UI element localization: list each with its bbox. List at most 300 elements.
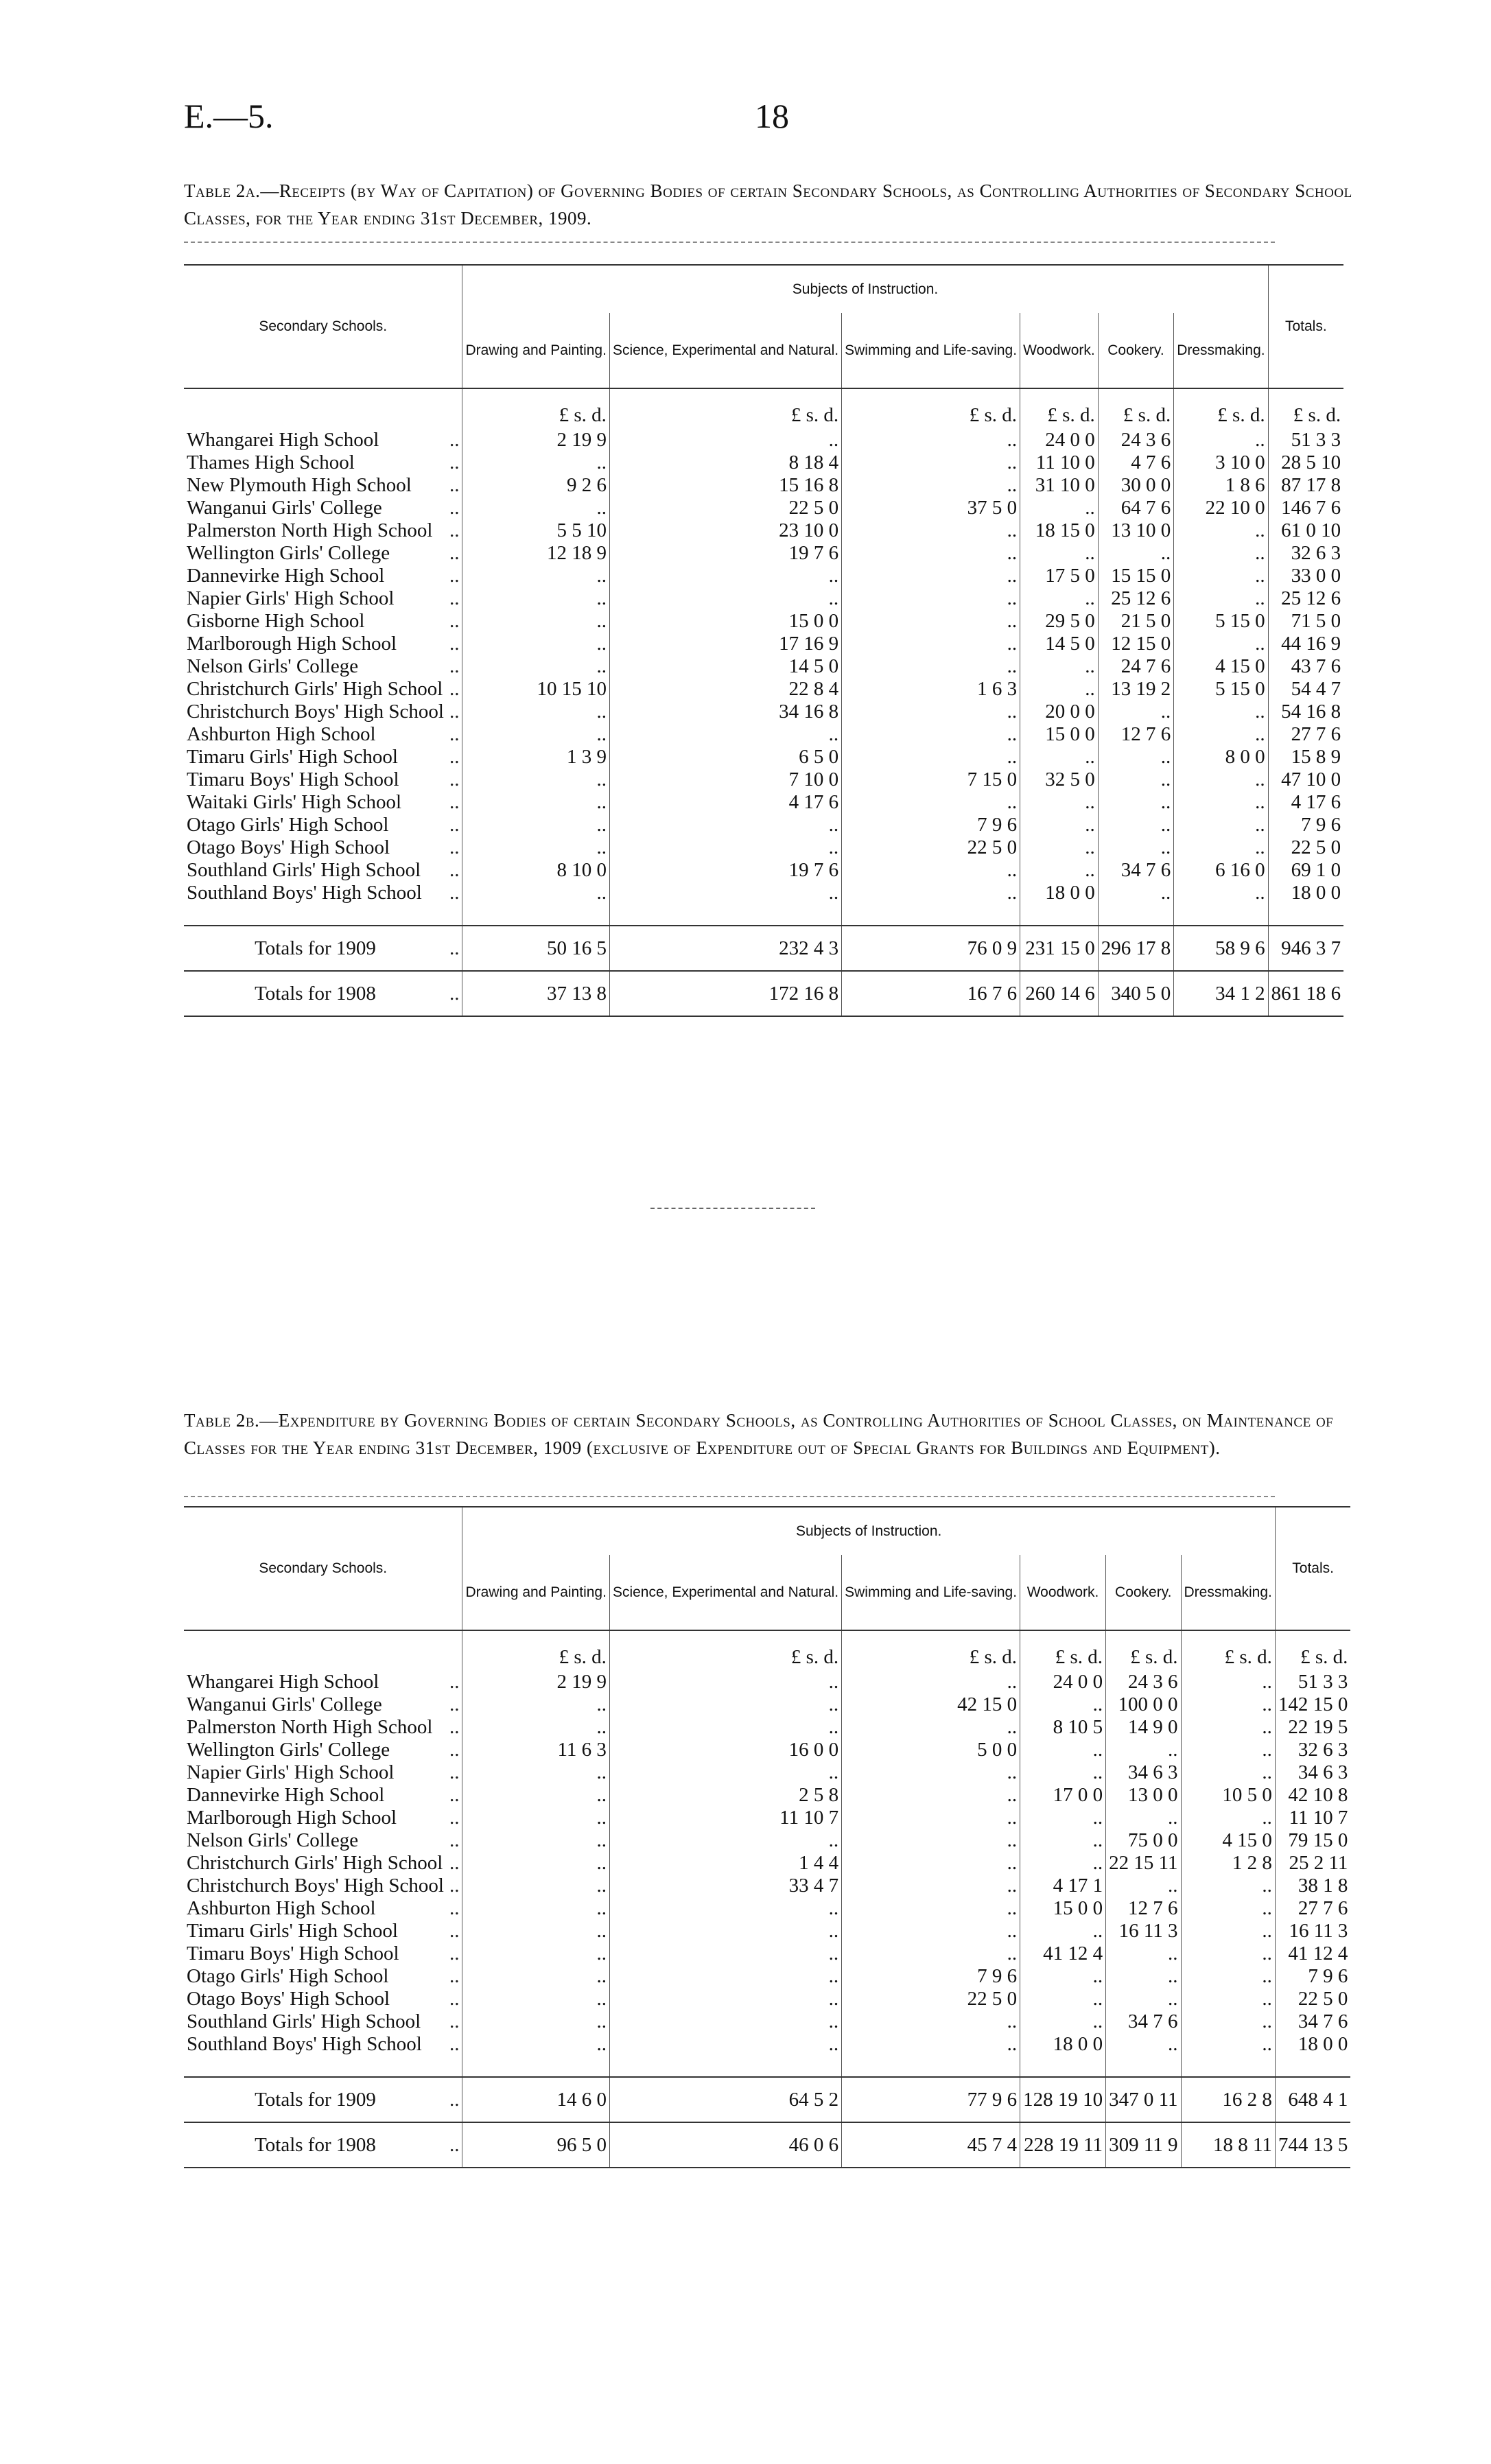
amount-cell: ..: [842, 791, 1020, 814]
totals-row: [184, 2077, 1350, 2122]
school-name: Otago Boys' High School: [187, 1988, 390, 2010]
amount-cell: ..: [462, 701, 609, 723]
amount-cell: ..: [609, 2033, 841, 2056]
amount-cell: ..: [842, 474, 1020, 497]
amount-cell: 5 5 10: [462, 519, 609, 542]
school-name: New Plymouth High School: [187, 474, 412, 496]
column-header-totals: Totals.: [1268, 265, 1343, 388]
amount-cell: 24 0 0: [1020, 1671, 1106, 1693]
amount-cell: ..: [1020, 746, 1099, 768]
school-name: Waitaki Girls' High School: [187, 791, 401, 813]
currency-unit-label: £ s. d.: [1106, 1630, 1181, 1671]
school-name: Ashburton High School: [187, 723, 376, 745]
amount-cell: ..: [462, 1988, 609, 2010]
amount-cell: 12 15 0: [1098, 633, 1174, 655]
amount-cell: 24 0 0: [1020, 429, 1099, 451]
column-header-cookery: Cookery.: [1098, 313, 1174, 388]
table-row: [184, 1920, 1350, 1943]
total-amount-cell: 260 14 6: [1020, 971, 1099, 1016]
leader-dots: ..: [449, 1875, 460, 1897]
table-row: [184, 451, 1343, 474]
total-amount-cell: 861 18 6: [1268, 971, 1343, 1016]
column-header-drawing: Drawing and Painting.: [462, 1555, 609, 1630]
table-a-top-rule: [184, 242, 1275, 243]
amount-cell: ..: [1174, 836, 1268, 859]
amount-cell: ..: [1174, 429, 1268, 451]
amount-cell: 142 15 0: [1275, 1693, 1350, 1716]
total-amount-cell: 16 7 6: [842, 971, 1020, 1016]
total-amount-cell: 128 19 10: [1020, 2077, 1106, 2122]
amount-cell: ..: [1106, 1965, 1181, 1988]
leader-dots: ..: [449, 859, 460, 881]
amount-cell: ..: [1020, 1965, 1106, 1988]
amount-cell: 44 16 9: [1268, 633, 1343, 655]
amount-cell: 13 19 2: [1098, 678, 1174, 701]
amount-cell: ..: [842, 587, 1020, 610]
amount-cell: ..: [842, 1943, 1020, 1965]
total-amount-cell: 340 5 0: [1098, 971, 1174, 1016]
total-amount-cell: 18 8 11: [1181, 2122, 1275, 2168]
amount-cell: ..: [1174, 768, 1268, 791]
total-amount-cell: 96 5 0: [462, 2122, 609, 2168]
amount-cell: ..: [842, 1807, 1020, 1829]
amount-cell: 4 17 1: [1020, 1875, 1106, 1897]
amount-cell: ..: [1174, 701, 1268, 723]
column-header-woodwork: Woodwork.: [1020, 1555, 1106, 1630]
total-amount-cell: 309 11 9: [1106, 2122, 1181, 2168]
amount-cell: 22 19 5: [1275, 1716, 1350, 1739]
amount-cell: ..: [1181, 1671, 1275, 1693]
amount-cell: 22 10 0: [1174, 497, 1268, 519]
table-a: [184, 264, 1343, 1017]
amount-cell: 51 3 3: [1268, 429, 1343, 451]
amount-cell: ..: [1020, 1761, 1106, 1784]
amount-cell: 9 2 6: [462, 474, 609, 497]
subjects-group-header: Subjects of Instruction.: [462, 265, 1268, 313]
amount-cell: 54 4 7: [1268, 678, 1343, 701]
amount-cell: 41 12 4: [1020, 1943, 1106, 1965]
column-header-swimming: Swimming and Life-saving.: [842, 313, 1020, 388]
amount-cell: ..: [609, 723, 841, 746]
amount-cell: ..: [842, 701, 1020, 723]
table-row: [184, 1693, 1350, 1716]
amount-cell: 1 6 3: [842, 678, 1020, 701]
amount-cell: 14 5 0: [1020, 633, 1099, 655]
amount-cell: 1 4 4: [609, 1852, 841, 1875]
school-name: Gisborne High School: [187, 610, 365, 632]
amount-cell: ..: [1181, 1739, 1275, 1761]
amount-cell: ..: [609, 1693, 841, 1716]
totals-label: Totals for 1909: [255, 2088, 376, 2111]
amount-cell: ..: [842, 519, 1020, 542]
table-row: [184, 1852, 1350, 1875]
currency-unit-label: £ s. d.: [462, 1630, 609, 1671]
amount-cell: 20 0 0: [1020, 701, 1099, 723]
amount-cell: ..: [842, 1761, 1020, 1784]
school-name: Wellington Girls' College: [187, 1739, 390, 1761]
amount-cell: 10 15 10: [462, 678, 609, 701]
leader-dots: ..: [449, 474, 460, 496]
leader-dots: ..: [449, 2133, 460, 2156]
school-name: Nelson Girls' College: [187, 655, 359, 677]
amount-cell: ..: [609, 814, 841, 836]
table-row: [184, 1965, 1350, 1988]
leader-dots: ..: [449, 723, 460, 745]
totals-row: [184, 971, 1343, 1016]
currency-unit-label: £ s. d.: [1174, 388, 1268, 429]
amount-cell: ..: [609, 1920, 841, 1943]
school-name: Nelson Girls' College: [187, 1829, 359, 1851]
table-row: [184, 655, 1343, 678]
amount-cell: ..: [609, 836, 841, 859]
school-name: Otago Girls' High School: [187, 814, 389, 836]
currency-unit-label: £ s. d.: [1020, 388, 1099, 429]
table-a-caption: Table 2a.—Receipts (by Way of Capitation) of Governing Bodies of certain Secondary Schools, as Controlling Authorities of Secondary School Classes, for the Year ending 31st December, 1909.: [184, 180, 1352, 228]
amount-cell: 22 5 0: [842, 836, 1020, 859]
amount-cell: ..: [842, 1671, 1020, 1693]
amount-cell: ..: [842, 1920, 1020, 1943]
amount-cell: 7 10 0: [609, 768, 841, 791]
amount-cell: 6 16 0: [1174, 859, 1268, 882]
amount-cell: ..: [462, 451, 609, 474]
currency-unit-label: £ s. d.: [1268, 388, 1343, 429]
amount-cell: ..: [1181, 1693, 1275, 1716]
leader-dots: ..: [449, 1784, 460, 1806]
total-amount-cell: 64 5 2: [609, 2077, 841, 2122]
table-row: [184, 633, 1343, 655]
table-row: [184, 542, 1343, 565]
amount-cell: ..: [462, 814, 609, 836]
amount-cell: ..: [462, 1693, 609, 1716]
column-header-science: Science, Experimental and Natural.: [609, 1555, 841, 1630]
amount-cell: 23 10 0: [609, 519, 841, 542]
amount-cell: 34 7 6: [1275, 2010, 1350, 2033]
amount-cell: ..: [1106, 1739, 1181, 1761]
leader-dots: ..: [449, 1739, 460, 1761]
amount-cell: ..: [462, 1943, 609, 1965]
amount-cell: 19 7 6: [609, 859, 841, 882]
table-row: [184, 1875, 1350, 1897]
amount-cell: ..: [462, 791, 609, 814]
amount-cell: 17 5 0: [1020, 565, 1099, 587]
amount-cell: ..: [1174, 542, 1268, 565]
amount-cell: ..: [462, 1852, 609, 1875]
amount-cell: ..: [462, 497, 609, 519]
amount-cell: 7 9 6: [842, 814, 1020, 836]
amount-cell: ..: [1181, 1807, 1275, 1829]
school-name: Southland Boys' High School: [187, 2033, 422, 2055]
amount-cell: ..: [1020, 678, 1099, 701]
amount-cell: 87 17 8: [1268, 474, 1343, 497]
amount-cell: 16 11 3: [1275, 1920, 1350, 1943]
table-b: [184, 1506, 1350, 2168]
amount-cell: ..: [609, 587, 841, 610]
table-row: [184, 1761, 1350, 1784]
table-row: [184, 1807, 1350, 1829]
school-name: Palmerston North High School: [187, 1716, 433, 1738]
totals-label: Totals for 1909: [255, 937, 376, 959]
amount-cell: ..: [1174, 791, 1268, 814]
amount-cell: 34 7 6: [1106, 2010, 1181, 2033]
amount-cell: ..: [1174, 882, 1268, 904]
leader-dots: ..: [449, 429, 460, 451]
amount-cell: ..: [1174, 814, 1268, 836]
totals-label: Totals for 1908: [255, 982, 376, 1005]
amount-cell: 47 10 0: [1268, 768, 1343, 791]
unit-row: [184, 1630, 1350, 1671]
total-amount-cell: 58 9 6: [1174, 926, 1268, 971]
amount-cell: ..: [842, 746, 1020, 768]
amount-cell: ..: [1020, 1739, 1106, 1761]
column-header-woodwork: Woodwork.: [1020, 313, 1099, 388]
leader-dots: ..: [449, 451, 460, 473]
amount-cell: ..: [462, 723, 609, 746]
amount-cell: ..: [462, 836, 609, 859]
table-row: [184, 1943, 1350, 1965]
column-header-dressmaking: Dressmaking.: [1174, 313, 1268, 388]
column-header-science: Science, Experimental and Natural.: [609, 313, 841, 388]
amount-cell: ..: [609, 1965, 841, 1988]
leader-dots: ..: [449, 610, 460, 632]
amount-cell: ..: [1020, 542, 1099, 565]
table-row: [184, 474, 1343, 497]
school-name: Whangarei High School: [187, 429, 379, 451]
amount-cell: 51 3 3: [1275, 1671, 1350, 1693]
amount-cell: ..: [609, 429, 841, 451]
amount-cell: ..: [1020, 1807, 1106, 1829]
leader-dots: ..: [449, 791, 460, 813]
amount-cell: ..: [1174, 519, 1268, 542]
column-header-drawing: Drawing and Painting.: [462, 313, 609, 388]
table-row: [184, 1716, 1350, 1739]
amount-cell: ..: [842, 1852, 1020, 1875]
amount-cell: ..: [1106, 1875, 1181, 1897]
school-name: Southland Girls' High School: [187, 2010, 421, 2032]
amount-cell: 22 15 11: [1106, 1852, 1181, 1875]
amount-cell: ..: [1181, 1716, 1275, 1739]
amount-cell: 5 0 0: [842, 1739, 1020, 1761]
total-amount-cell: 172 16 8: [609, 971, 841, 1016]
amount-cell: 29 5 0: [1020, 610, 1099, 633]
table-row: [184, 497, 1343, 519]
amount-cell: 15 15 0: [1098, 565, 1174, 587]
amount-cell: ..: [462, 633, 609, 655]
leader-dots: ..: [449, 1716, 460, 1738]
unit-row: [184, 388, 1343, 429]
total-amount-cell: 77 9 6: [842, 2077, 1020, 2122]
amount-cell: ..: [1098, 814, 1174, 836]
amount-cell: 11 10 7: [609, 1807, 841, 1829]
table-row: [184, 859, 1343, 882]
amount-cell: 2 19 9: [462, 429, 609, 451]
leader-dots: ..: [449, 1807, 460, 1829]
amount-cell: ..: [1106, 2033, 1181, 2056]
amount-cell: ..: [1020, 836, 1099, 859]
amount-cell: ..: [1020, 2010, 1106, 2033]
leader-dots: ..: [449, 1671, 460, 1693]
leader-dots: ..: [449, 746, 460, 768]
amount-cell: ..: [842, 723, 1020, 746]
amount-cell: ..: [1020, 1693, 1106, 1716]
amount-cell: 79 15 0: [1275, 1829, 1350, 1852]
leader-dots: ..: [449, 1920, 460, 1942]
amount-cell: 18 0 0: [1020, 2033, 1106, 2056]
amount-cell: 7 9 6: [1268, 814, 1343, 836]
amount-cell: 7 9 6: [1275, 1965, 1350, 1988]
amount-cell: ..: [462, 1875, 609, 1897]
school-name: Wanganui Girls' College: [187, 1693, 382, 1715]
amount-cell: 25 12 6: [1098, 587, 1174, 610]
document-reference: E.—5.: [184, 97, 274, 135]
school-name: Palmerston North High School: [187, 519, 433, 541]
amount-cell: 3 10 0: [1174, 451, 1268, 474]
school-name: Napier Girls' High School: [187, 587, 395, 609]
total-amount-cell: 37 13 8: [462, 971, 609, 1016]
table-b-top-rule: [184, 1496, 1275, 1497]
amount-cell: 71 5 0: [1268, 610, 1343, 633]
amount-cell: ..: [1181, 1897, 1275, 1920]
school-name: Wanganui Girls' College: [187, 497, 382, 519]
amount-cell: ..: [462, 1829, 609, 1852]
amount-cell: 33 0 0: [1268, 565, 1343, 587]
table-b-caption: Table 2b.—Expenditure by Governing Bodies of certain Secondary Schools, as Controlling Authorities of School Classes, on Maintenance of Classes for the Year ending 31st December, 1909 (exclusive of Expenditure out of Special Grants for Buildings and Equipment).: [184, 1410, 1334, 1458]
amount-cell: ..: [1181, 2010, 1275, 2033]
table-row: [184, 519, 1343, 542]
leader-dots: ..: [449, 2088, 460, 2111]
amount-cell: 34 6 3: [1106, 1761, 1181, 1784]
table-row: [184, 1784, 1350, 1807]
leader-dots: ..: [449, 1943, 460, 1964]
amount-cell: 14 9 0: [1106, 1716, 1181, 1739]
leader-dots: ..: [449, 678, 460, 700]
amount-cell: ..: [462, 1897, 609, 1920]
school-name: Wellington Girls' College: [187, 542, 390, 564]
leader-dots: ..: [449, 768, 460, 790]
amount-cell: 41 12 4: [1275, 1943, 1350, 1965]
column-header-cookery: Cookery.: [1106, 1555, 1181, 1630]
amount-cell: ..: [1020, 497, 1099, 519]
leader-dots: ..: [449, 937, 460, 959]
amount-cell: 43 7 6: [1268, 655, 1343, 678]
school-name: Christchurch Girls' High School: [187, 1852, 443, 1874]
amount-cell: 32 5 0: [1020, 768, 1099, 791]
amount-cell: ..: [1106, 1807, 1181, 1829]
leader-dots: ..: [449, 814, 460, 836]
amount-cell: 24 3 6: [1098, 429, 1174, 451]
total-amount-cell: 50 16 5: [462, 926, 609, 971]
amount-cell: ..: [609, 1897, 841, 1920]
amount-cell: ..: [609, 882, 841, 904]
amount-cell: 42 15 0: [842, 1693, 1020, 1716]
amount-cell: ..: [1098, 791, 1174, 814]
amount-cell: ..: [609, 1988, 841, 2010]
table-row: [184, 2010, 1350, 2033]
school-name: Otago Girls' High School: [187, 1965, 389, 1987]
school-name: Otago Boys' High School: [187, 836, 390, 858]
leader-dots: ..: [449, 2010, 460, 2032]
amount-cell: 64 7 6: [1098, 497, 1174, 519]
school-name: Dannevirke High School: [187, 565, 385, 587]
table-row: [184, 814, 1343, 836]
amount-cell: 27 7 6: [1268, 723, 1343, 746]
amount-cell: 24 3 6: [1106, 1671, 1181, 1693]
amount-cell: ..: [842, 610, 1020, 633]
amount-cell: ..: [842, 633, 1020, 655]
amount-cell: 12 18 9: [462, 542, 609, 565]
amount-cell: 61 0 10: [1268, 519, 1343, 542]
amount-cell: 11 6 3: [462, 1739, 609, 1761]
amount-cell: 18 0 0: [1268, 882, 1343, 904]
amount-cell: 1 8 6: [1174, 474, 1268, 497]
amount-cell: ..: [1020, 791, 1099, 814]
amount-cell: ..: [1174, 565, 1268, 587]
leader-dots: ..: [449, 542, 460, 564]
total-amount-cell: 744 13 5: [1275, 2122, 1350, 2168]
amount-cell: 17 0 0: [1020, 1784, 1106, 1807]
amount-cell: 7 9 6: [842, 1965, 1020, 1988]
currency-unit-label: £ s. d.: [1098, 388, 1174, 429]
amount-cell: 100 0 0: [1106, 1693, 1181, 1716]
amount-cell: 25 12 6: [1268, 587, 1343, 610]
amount-cell: ..: [842, 429, 1020, 451]
leader-dots: ..: [449, 1897, 460, 1919]
amount-cell: ..: [1181, 2033, 1275, 2056]
amount-cell: 13 0 0: [1106, 1784, 1181, 1807]
table-row: [184, 678, 1343, 701]
school-name: Dannevirke High School: [187, 1784, 385, 1806]
amount-cell: ..: [842, 1829, 1020, 1852]
column-header-dressmaking: Dressmaking.: [1181, 1555, 1275, 1630]
school-name: Whangarei High School: [187, 1671, 379, 1693]
amount-cell: 75 0 0: [1106, 1829, 1181, 1852]
amount-cell: ..: [462, 610, 609, 633]
amount-cell: ..: [609, 1671, 841, 1693]
amount-cell: ..: [842, 542, 1020, 565]
amount-cell: 4 15 0: [1174, 655, 1268, 678]
amount-cell: 31 10 0: [1020, 474, 1099, 497]
amount-cell: ..: [1181, 1920, 1275, 1943]
amount-cell: 22 8 4: [609, 678, 841, 701]
amount-cell: ..: [1020, 1920, 1106, 1943]
school-name: Ashburton High School: [187, 1897, 376, 1919]
leader-dots: ..: [449, 1761, 460, 1783]
amount-cell: ..: [842, 2010, 1020, 2033]
amount-cell: ..: [1098, 701, 1174, 723]
amount-cell: 4 7 6: [1098, 451, 1174, 474]
amount-cell: 5 15 0: [1174, 610, 1268, 633]
amount-cell: ..: [1098, 768, 1174, 791]
table-row: [184, 1897, 1350, 1920]
amount-cell: 22 5 0: [842, 1988, 1020, 2010]
amount-cell: 22 5 0: [1275, 1988, 1350, 2010]
amount-cell: ..: [1174, 723, 1268, 746]
table-row: [184, 882, 1343, 904]
amount-cell: 22 5 0: [1268, 836, 1343, 859]
currency-unit-label: £ s. d.: [1275, 1630, 1350, 1671]
leader-dots: ..: [449, 882, 460, 904]
amount-cell: 37 5 0: [842, 497, 1020, 519]
amount-cell: 4 17 6: [1268, 791, 1343, 814]
amount-cell: 15 16 8: [609, 474, 841, 497]
amount-cell: 8 10 5: [1020, 1716, 1106, 1739]
totals-row: [184, 926, 1343, 971]
amount-cell: ..: [609, 1829, 841, 1852]
amount-cell: 27 7 6: [1275, 1897, 1350, 1920]
amount-cell: 1 2 8: [1181, 1852, 1275, 1875]
amount-cell: ..: [1181, 1988, 1275, 2010]
amount-cell: ..: [462, 1761, 609, 1784]
totals-row: [184, 2122, 1350, 2168]
